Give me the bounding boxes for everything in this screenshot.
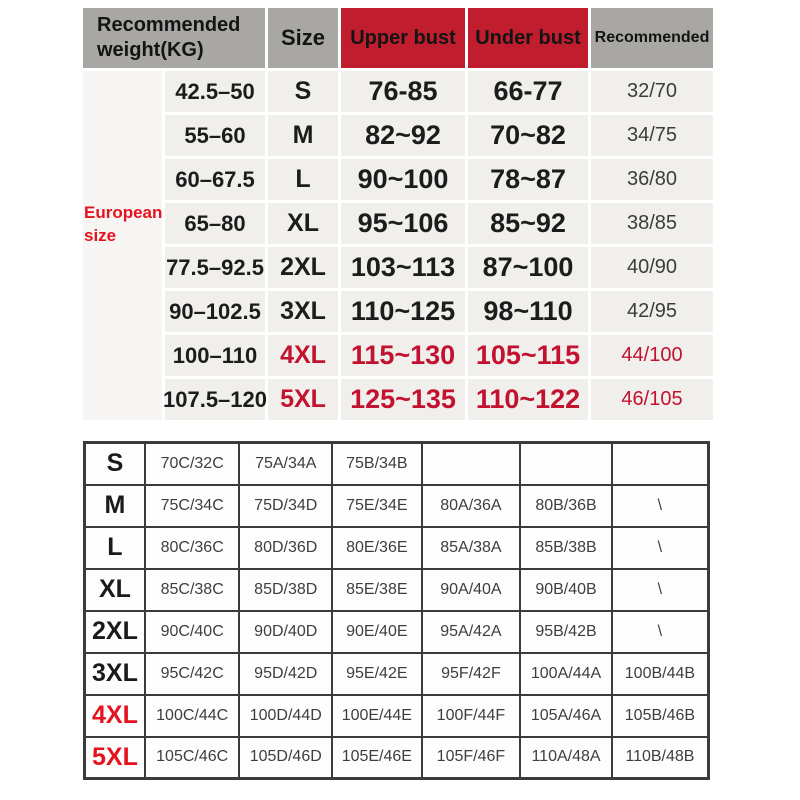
size-header: Size — [268, 8, 338, 68]
under-value: 98~110 — [468, 291, 588, 332]
cup-size-table — [83, 441, 710, 780]
cup-size-cell: 80E/36E — [332, 527, 422, 569]
weight-value: 60–67.5 — [165, 159, 265, 200]
cup-size-cell: 95A/42A — [422, 611, 521, 653]
measurement-table — [83, 8, 713, 420]
cup-size-cell — [612, 443, 709, 485]
cup-size-cell: 75E/34E — [332, 485, 422, 527]
cup-size-cell: 105D/46D — [239, 737, 332, 779]
size-value: 5XL — [268, 379, 338, 420]
cup-size-row — [85, 485, 709, 527]
upper-value: 90~100 — [341, 159, 465, 200]
cup-size-row — [85, 443, 709, 485]
cup-size-row — [85, 737, 709, 779]
european-size-label-line2: size — [84, 225, 117, 245]
cup-size-cell: 105F/46F — [422, 737, 521, 779]
cup-size-cell: 100D/44D — [239, 695, 332, 737]
weight-value: 90–102.5 — [165, 291, 265, 332]
recommended-value: 32/70 — [591, 71, 713, 112]
size-label-cell: 3XL — [85, 653, 145, 695]
european-size-label-line1: European — [84, 203, 163, 223]
european-size-label — [83, 71, 162, 420]
weight-value: 42.5–50 — [165, 71, 265, 112]
size-label-cell: L — [85, 527, 145, 569]
cup-size-cell: 95F/42F — [422, 653, 521, 695]
cup-size-cell: 90A/40A — [422, 569, 521, 611]
size-label-cell: 4XL — [85, 695, 145, 737]
recommended-value: 44/100 — [591, 335, 713, 376]
upper-value: 95~106 — [341, 203, 465, 244]
under-value: 70~82 — [468, 115, 588, 156]
cup-size-cell: 85D/38D — [239, 569, 332, 611]
cup-size-cell: 110A/48A — [520, 737, 612, 779]
size-label-cell: M — [85, 485, 145, 527]
cup-size-cell: \ — [612, 485, 709, 527]
cup-size-cell — [422, 443, 521, 485]
upper-value: 76-85 — [341, 71, 465, 112]
cup-size-row — [85, 569, 709, 611]
cup-size-cell: 105B/46B — [612, 695, 709, 737]
cup-size-cell: 90D/40D — [239, 611, 332, 653]
size-value: XL — [268, 203, 338, 244]
recommended-value: 42/95 — [591, 291, 713, 332]
cup-size-cell: 95B/42B — [520, 611, 612, 653]
cup-size-row — [85, 653, 709, 695]
size-value: M — [268, 115, 338, 156]
under-value: 78~87 — [468, 159, 588, 200]
weight-value: 100–110 — [165, 335, 265, 376]
weight-value: 55–60 — [165, 115, 265, 156]
cup-size-cell: 100F/44F — [422, 695, 521, 737]
recommended-value: 34/75 — [591, 115, 713, 156]
upper-value: 103~113 — [341, 247, 465, 288]
cup-size-cell: 105E/46E — [332, 737, 422, 779]
cup-size-cell: 85E/38E — [332, 569, 422, 611]
cup-size-cell — [520, 443, 612, 485]
cup-size-row — [85, 527, 709, 569]
cup-size-cell: 70C/32C — [145, 443, 240, 485]
cup-size-cell: 85A/38A — [422, 527, 521, 569]
cup-size-cell: 100A/44A — [520, 653, 612, 695]
cup-size-cell: \ — [612, 527, 709, 569]
weight-value: 65–80 — [165, 203, 265, 244]
cup-size-cell: 75C/34C — [145, 485, 240, 527]
recommended-value: 40/90 — [591, 247, 713, 288]
cup-size-cell: 90B/40B — [520, 569, 612, 611]
cup-size-cell: 105A/46A — [520, 695, 612, 737]
cup-size-cell: \ — [612, 611, 709, 653]
recommended-value: 36/80 — [591, 159, 713, 200]
upper-value: 125~135 — [341, 379, 465, 420]
size-label-cell: XL — [85, 569, 145, 611]
cup-size-cell: 95E/42E — [332, 653, 422, 695]
cup-size-table-body — [85, 443, 709, 779]
weight-header: Recommended weight(KG) — [83, 8, 265, 68]
cup-size-cell: 100B/44B — [612, 653, 709, 695]
cup-size-cell: 75A/34A — [239, 443, 332, 485]
cup-size-cell: 85B/38B — [520, 527, 612, 569]
size-value: 3XL — [268, 291, 338, 332]
cup-size-cell: \ — [612, 569, 709, 611]
under-value: 66-77 — [468, 71, 588, 112]
upper-value: 82~92 — [341, 115, 465, 156]
weight-value: 107.5–120 — [165, 379, 265, 420]
size-label-cell: 5XL — [85, 737, 145, 779]
cup-size-cell: 90C/40C — [145, 611, 240, 653]
size-label-cell: 2XL — [85, 611, 145, 653]
under-value: 105~115 — [468, 335, 588, 376]
size-value: S — [268, 71, 338, 112]
upper-bust-header: Upper bust — [341, 8, 465, 68]
cup-size-cell: 95C/42C — [145, 653, 240, 695]
under-value: 110~122 — [468, 379, 588, 420]
size-value: 2XL — [268, 247, 338, 288]
upper-value: 115~130 — [341, 335, 465, 376]
cup-size-cell: 80C/36C — [145, 527, 240, 569]
weight-value: 77.5–92.5 — [165, 247, 265, 288]
upper-value: 110~125 — [341, 291, 465, 332]
size-label-cell: S — [85, 443, 145, 485]
cup-size-cell: 110B/48B — [612, 737, 709, 779]
cup-size-row — [85, 611, 709, 653]
cup-size-cell: 105C/46C — [145, 737, 240, 779]
cup-size-cell: 85C/38C — [145, 569, 240, 611]
under-value: 85~92 — [468, 203, 588, 244]
cup-size-cell: 75D/34D — [239, 485, 332, 527]
recommended-value: 46/105 — [591, 379, 713, 420]
cup-size-cell: 90E/40E — [332, 611, 422, 653]
size-value: 4XL — [268, 335, 338, 376]
cup-size-cell: 100C/44C — [145, 695, 240, 737]
size-value: L — [268, 159, 338, 200]
under-value: 87~100 — [468, 247, 588, 288]
cup-size-cell: 100E/44E — [332, 695, 422, 737]
cup-size-cell: 80B/36B — [520, 485, 612, 527]
cup-size-cell: 95D/42D — [239, 653, 332, 695]
cup-size-cell: 80D/36D — [239, 527, 332, 569]
under-bust-header: Under bust — [468, 8, 588, 68]
recommended-header: Recommended — [591, 8, 713, 68]
cup-size-row — [85, 695, 709, 737]
cup-size-cell: 75B/34B — [332, 443, 422, 485]
cup-size-cell: 80A/36A — [422, 485, 521, 527]
recommended-value: 38/85 — [591, 203, 713, 244]
